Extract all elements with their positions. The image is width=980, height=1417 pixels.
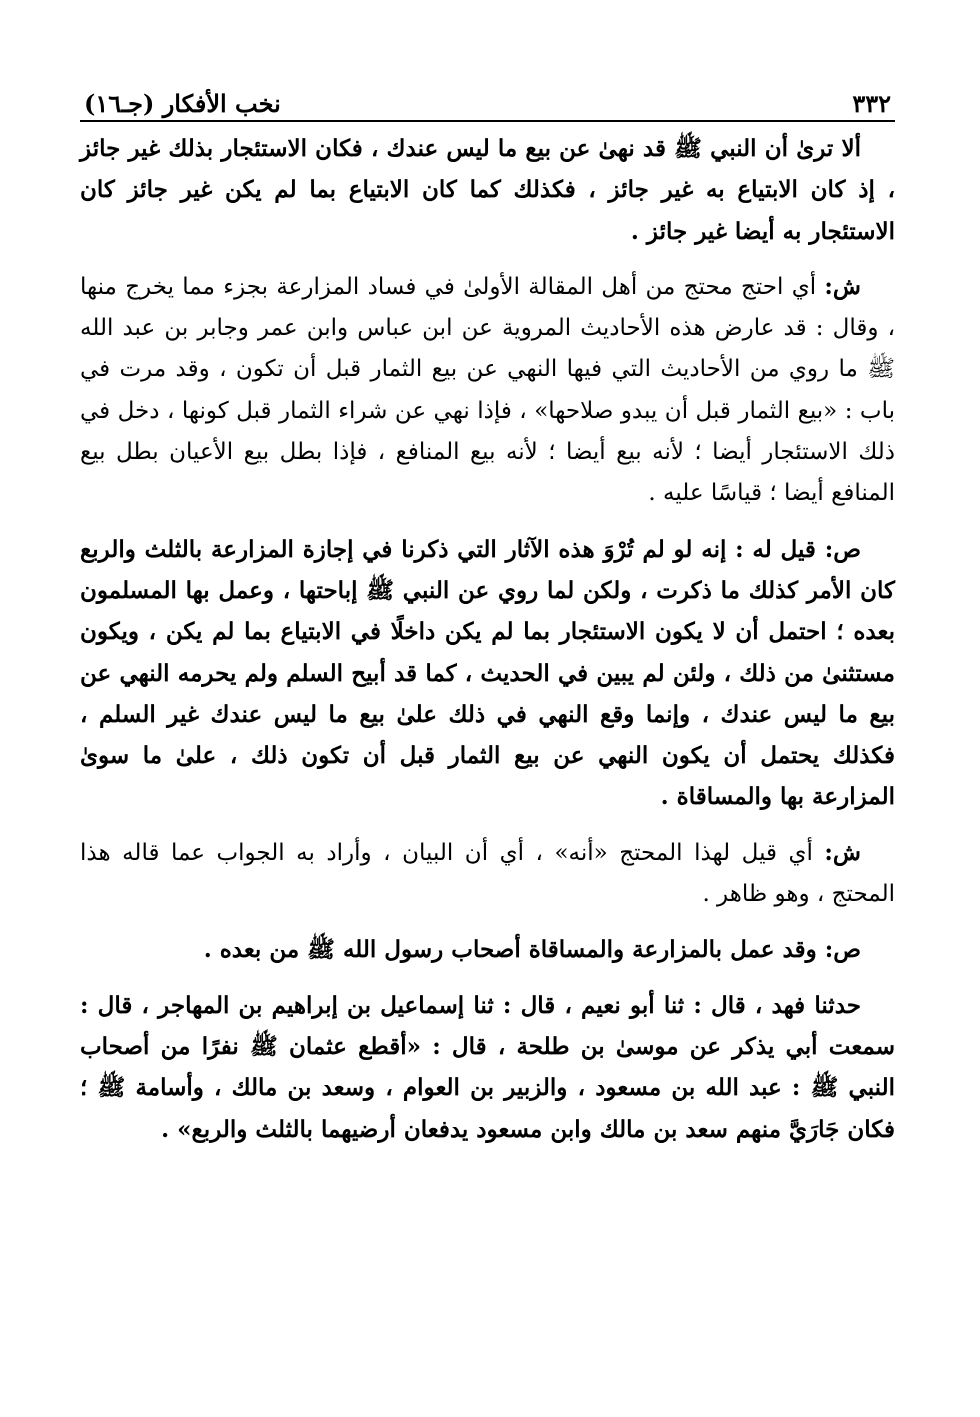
- paragraph-text: أي احتج محتج من أهل المقالة الأولىٰ في فساد المزارعة بجزء مما يخرج منها ، وقال : قد عارض هذه الأحاديث المروية عن ابن عباس وابن عمر وجابر بن عبد الله ﷺ ما روي من الأحاديث التي فيها النهي عن بيع الثمار قبل أن تكون ، وقد مرت في باب : «بيع الثمار قبل أن يبدو صلاحها» ، فإذا نهي عن شراء الثمار قبل كونها ، دخل في ذلك الاستئجار أيضا ؛ لأنه بيع أيضا ؛ لأنه بيع المنافع ، فإذا بطل بيع الأعيان بطل بيع المنافع أيضا ؛ قياسًا عليه .: [80, 273, 895, 507]
- paragraph-hadith: [80, 985, 895, 1150]
- paragraph-text: أي قيل لهذا المحتج «أنه» ، أي أن البيان ، وأراد به الجواب عما قاله هذا المحتج ، وهو ظاهر .: [80, 839, 895, 908]
- book-title: نخب الأفكار (جـ١٦): [84, 89, 281, 118]
- paragraph-matn-2: [80, 529, 895, 818]
- paragraph-text: حدثنا فهد ، قال : ثنا أبو نعيم ، قال : ثنا إسماعيل بن إبراهيم بن المهاجر ، قال : سمعت أبي يذكر عن موسىٰ بن طلحة ، قال : «أقطع عثمان ﷺ نفرًا من أصحاب النبي ﷺ : عبد الله بن مسعود ، والزبير بن العوام ، وسعد بن مالك ، وأسامة ﷺ ؛ فكان جَارَيَّ منهم سعد بن مالك وابن مسعود يدفعان أرضيهما بالثلث والربع» .: [80, 991, 895, 1143]
- paragraph-matn-1: [80, 128, 895, 252]
- page-header: [80, 78, 895, 122]
- paragraph-text: وقد عمل بالمزارعة والمساقاة أصحاب رسول الله ﷺ من بعده .: [203, 936, 825, 964]
- paragraph-sharh-2: [80, 832, 895, 916]
- sharh-marker: ش:: [824, 838, 861, 866]
- paragraph-text: ألا ترىٰ أن النبي ﷺ قد نهىٰ عن بيع ما ليس عندك ، فكان الاستئجار بذلك غير جائز ، إذ كان الابتياع به غير جائز ، فكذلك كما كان الابتياع بما لم يكن غير جائز كان الاستئجار به أيضا غير جائز .: [80, 135, 895, 245]
- paragraph-sharh-1: [80, 266, 895, 515]
- page-body: [80, 128, 895, 1150]
- paragraph-text: قيل له : إنه لو لم تُرْوَ هذه الآثار التي ذكرنا في إجازة المزارعة بالثلث والربع كان الأمر كذلك ما ذكرت ، ولكن لما روي عن النبي ﷺ إباحتها ، وعمل بها المسلمون بعده ؛ احتمل أن لا يكون الاستئجار بما لم يكن داخلًا في الابتياع بما لم يكن ، ويكون مستثنىٰ من ذلك ، ولئن لم يبين في الحديث ، كما قد أبيح السلم ولم يحرمه النهي عن بيع ما ليس عندك ، وإنما وقع النهي في ذلك علىٰ بيع ما ليس عندك غير السلم ، فكذلك يحتمل أن يكون النهي عن بيع الثمار قبل أن تكون ذلك ، علىٰ ما سوىٰ المزارعة بها والمساقاة .: [80, 535, 895, 811]
- page-number: ٣٣٢: [852, 89, 891, 118]
- matn-marker: ص:: [824, 535, 861, 563]
- book-page: [80, 78, 895, 1150]
- matn-marker: ص:: [824, 936, 861, 964]
- paragraph-matn-3: [80, 929, 895, 970]
- sharh-marker: ش:: [824, 272, 861, 300]
